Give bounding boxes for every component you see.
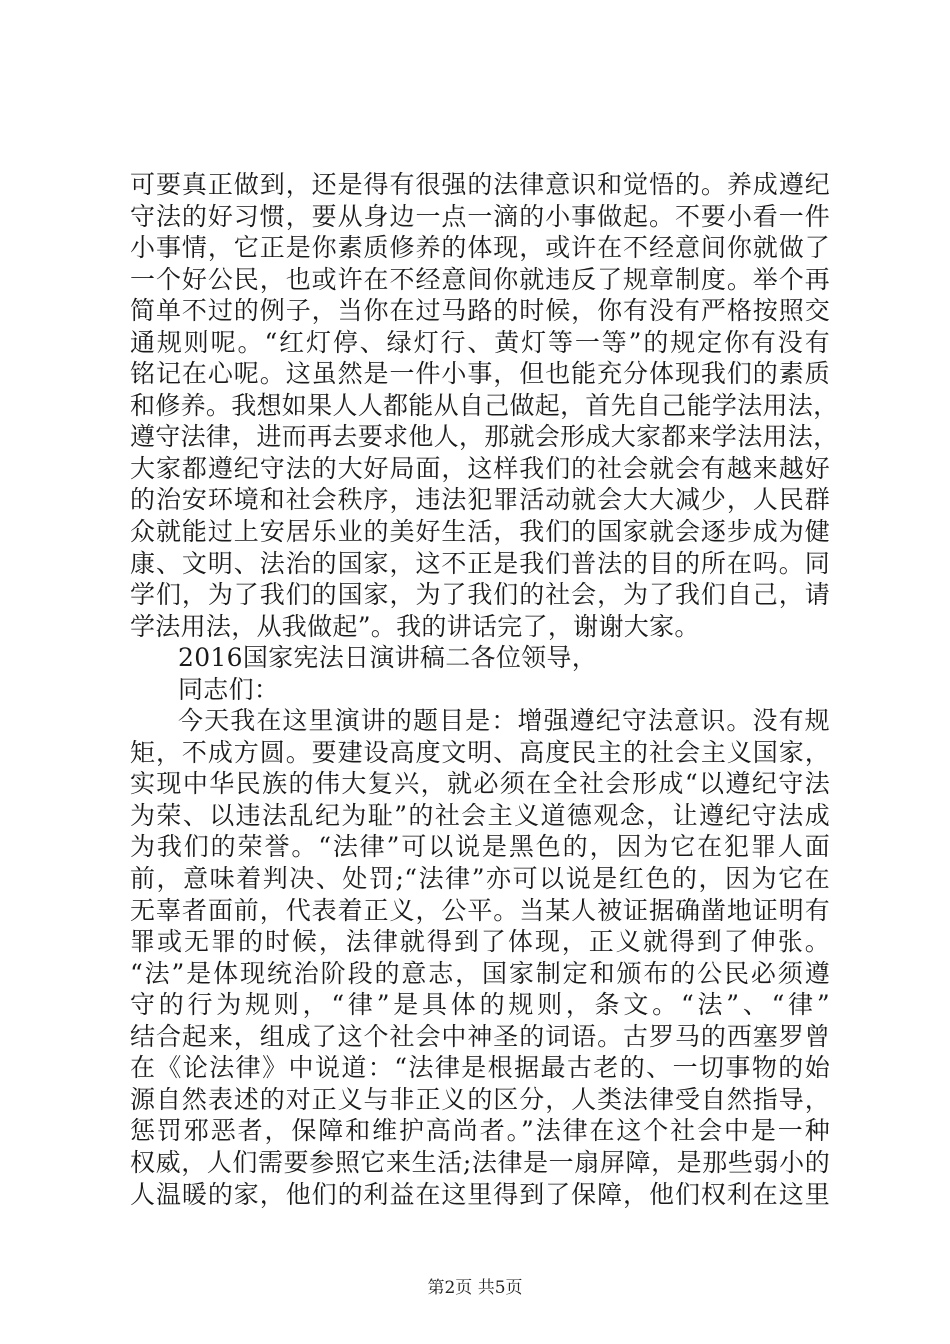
text-line: 人温暖的家，他们的利益在这里得到了保障，他们权利在这里 [130, 1179, 830, 1209]
text-line: 小事情，它正是你素质修养的体现，或许在不经意间你就做了 [130, 233, 830, 263]
paragraph-2 [130, 705, 830, 1210]
paragraph-1 [130, 169, 839, 642]
text-line: 为荣、以违法乱纪为耻”的社会主义道德观念，让遵纪守法成 [130, 800, 830, 830]
document-body [130, 169, 839, 1210]
text-line: 和修养。我想如果人人都能从自己做起，首先自己能学法用法， [130, 390, 839, 420]
text-line: 铭记在心呢。这虽然是一件小事，但也能充分体现我们的素质 [130, 359, 830, 389]
text-line: 简单不过的例子，当你在过马路的时候，你有没有严格按照交 [130, 296, 830, 326]
text-line: 前，意味着判决、处罚;“法律”亦可以说是红色的，因为它在 [130, 864, 830, 894]
text-line: 康、文明、法治的国家，这不正是我们普法的目的所在吗。同 [130, 548, 830, 578]
text-line: 遵守法律，进而再去要求他人，那就会形成大家都来学法用法， [130, 422, 839, 452]
text-line: 权威，人们需要参照它来生活;法律是一扇屏障，是那些弱小的 [130, 1147, 830, 1177]
text-line: 惩罚邪恶者，保障和维护高尚者。”法律在这个社会中是一种 [130, 1116, 830, 1146]
text-line: 实现中华民族的伟大复兴，就必须在全社会形成“以遵纪守法 [130, 769, 830, 799]
text-line: 在《论法律》中说道：“法律是根据最古老的、一切事物的始 [130, 1053, 830, 1083]
text-line: 罪或无罪的时候，法律就得到了体现，正义就得到了伸张。 [130, 927, 830, 957]
salutation: 同志们： [178, 674, 280, 704]
text-line: 通规则呢。“红灯停、绿灯行、黄灯等一等”的规定你有没有 [130, 327, 830, 357]
text-line: 大家都遵纪守法的大好局面，这样我们的社会就会有越来越好 [130, 453, 830, 483]
text-line: 一个好公民，也或许在不经意间你就违反了规章制度。举个再 [130, 264, 830, 294]
text-line: 守的行为规则，“律”是具体的规则，条文。“法”、“律” [130, 990, 830, 1020]
section-heading: 2016国家宪法日演讲稿二各位领导， [178, 643, 598, 673]
text-line: 矩，不成方圆。要建设高度文明、高度民主的社会主义国家， [130, 737, 830, 767]
text-line: 无辜者面前，代表着正义，公平。当某人被证据确凿地证明有 [130, 895, 830, 925]
text-line: 学们，为了我们的国家，为了我们的社会，为了我们自己，请 [130, 580, 830, 610]
text-line: 学法用法，从我做起”。我的讲话完了，谢谢大家。 [130, 611, 700, 641]
text-line: 今天我在这里演讲的题目是：增强遵纪守法意识。没有规 [178, 706, 830, 736]
text-line: 源自然表述的对正义与非正义的区分，人类法律受自然指导， [130, 1084, 830, 1114]
text-line: 结合起来，组成了这个社会中神圣的词语。古罗马的西塞罗曾 [130, 1021, 830, 1051]
text-line: 的治安环境和社会秩序，违法犯罪活动就会大大减少，人民群 [130, 485, 830, 515]
text-line: 守法的好习惯，要从身边一点一滴的小事做起。不要小看一件 [130, 201, 830, 231]
text-line: “法”是体现统治阶段的意志，国家制定和颁布的公民必须遵 [130, 958, 830, 988]
page-number-footer: 第2页 共5页 [427, 1278, 523, 1298]
text-line: 众就能过上安居乐业的美好生活，我们的国家就会逐步成为健 [130, 517, 830, 547]
text-line: 为我们的荣誉。“法律”可以说是黑色的，因为它在犯罪人面 [130, 832, 830, 862]
text-line: 可要真正做到，还是得有很强的法律意识和觉悟的。养成遵纪 [130, 170, 830, 199]
